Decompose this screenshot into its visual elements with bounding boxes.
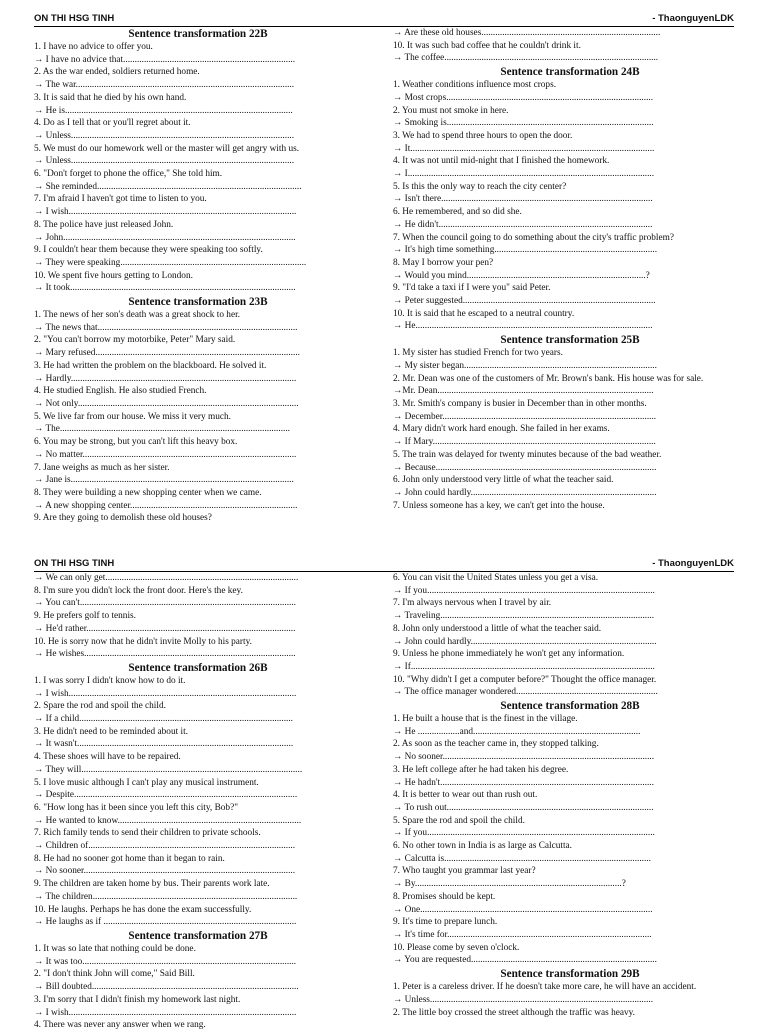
exercise-line: 4. Mary didn't work hard enough. She failed in her exams. — [393, 424, 610, 435]
answer-line: → Smoking is......................................................................................... — [393, 118, 654, 129]
answer-line: → Jane is................................................................................................ — [34, 475, 294, 486]
exercise-line: 3. I'm sorry that I didn't finish my homework last night. — [34, 994, 241, 1005]
answer-line: → He laughs as if ................................................................................... — [34, 917, 297, 928]
answer-line: → John could hardly................................................................................ — [393, 636, 657, 647]
answer-line: → They will............................................................................................... — [34, 764, 303, 775]
section-heading: Sentence transformation 24B — [500, 66, 640, 79]
answer-line: → He ..................and........................................................................ — [393, 726, 641, 737]
answer-line: → He hadn't............................................................................................ — [393, 777, 654, 788]
section-heading: Sentence transformation 23B — [128, 296, 268, 309]
answer-line: → The children........................................................................................ — [34, 891, 298, 902]
answer-line: → Hardly................................................................................................. — [34, 373, 297, 384]
exercise-line: 7. I'm afraid I haven't got time to listen to you. — [34, 194, 207, 205]
answer-line: → He wanted to know............................................................................... — [34, 815, 302, 826]
exercise-line: 2. You must not smoke in here. — [393, 105, 509, 116]
exercise-line: 9. He prefers golf to tennis. — [34, 611, 136, 622]
exercise-line: 5. I love music although I can't play any musical instrument. — [34, 777, 259, 788]
exercise-line: 1. Peter is a careless driver. If he doesn't take more care, he will have an accident. — [393, 982, 697, 993]
answer-line: → Isn't there........................................................................................... — [393, 194, 653, 205]
exercise-line: 4. There was never any answer when we rang. — [34, 1020, 206, 1031]
answer-line: → We can only get................................................................................... — [34, 573, 299, 583]
exercise-line: 9. The children are taken home by bus. Their parents work late. — [34, 879, 270, 890]
left-column — [34, 27, 362, 525]
answer-line: → One.................................................................................................... — [393, 904, 653, 915]
answer-line: → She reminded........................................................................................ — [34, 181, 302, 192]
exercise-line: 1. My sister has studied French for two years. — [393, 348, 563, 359]
header-title: ON THI HSG TINH — [34, 558, 115, 569]
answer-line: → Unless................................................................................................ — [393, 994, 654, 1005]
answer-line: → He wishes........................................................................................... — [34, 649, 296, 660]
exercise-line: 7. I'm always nervous when I travel by air. — [393, 598, 552, 609]
exercise-line: 8. John only understood a little of what the teacher said. — [393, 623, 602, 634]
exercise-line: 6. "How long has it been since you left this city, Bob?" — [34, 802, 238, 813]
exercise-line: 10. "Why didn't I get a computer before?" Thought the office manager. — [393, 674, 657, 685]
answer-line: → Despite................................................................................................ — [34, 790, 298, 801]
answer-line: → It was too............................................................................................ — [34, 956, 297, 967]
exercise-line: 6. He remembered, and so did she. — [393, 207, 522, 218]
answer-line: → Unless................................................................................................ — [34, 130, 295, 141]
answer-line: → It's time for........................................................................................ — [393, 929, 652, 940]
answer-line: → The................................................................................................... — [34, 424, 291, 435]
exercise-line: 1. Weather conditions influence most crops. — [393, 80, 557, 91]
answer-line: → Because............................................................................................... — [393, 462, 657, 473]
answer-line: → The news that...................................................................................... — [34, 322, 298, 333]
exercise-line: 2. As soon as the teacher came in, they stopped talking. — [393, 739, 599, 750]
exercise-line: 1. I was sorry I didn't know how to do it. — [34, 675, 186, 686]
answer-line: → He didn't............................................................................................ — [393, 219, 653, 230]
exercise-line: 10. He is sorry now that he didn't invite Molly to his party. — [34, 636, 252, 647]
exercise-line: 5. Is this the only way to reach the city center? — [393, 181, 567, 192]
exercise-line: 2. "I don't think John will come," Said Bill. — [34, 969, 195, 980]
section-heading: Sentence transformation 28B — [500, 700, 640, 713]
header-title: ON THI HSG TINH — [34, 13, 115, 24]
header-author: - ThaonguyenLDK — [652, 13, 734, 24]
right-column — [393, 27, 747, 512]
page-header — [34, 557, 734, 572]
exercise-line: 3. He had written the problem on the blackboard. He solved it. — [34, 360, 267, 371]
exercise-line: 9. It's time to prepare lunch. — [393, 917, 498, 928]
answer-line: → He...................................................................................................... — [393, 321, 653, 332]
exercise-line: 6. You may be strong, but you can't lift this heavy box. — [34, 437, 238, 448]
exercise-line: 5. We live far from our house. We miss it very much. — [34, 411, 231, 422]
exercise-line: 3. He didn't need to be reminded about it. — [34, 726, 189, 737]
left-column — [34, 572, 362, 1032]
answer-line: → By.........................................................................................? — [393, 879, 626, 890]
exercise-line: 3. It is said that he died by his own hand. — [34, 92, 187, 103]
answer-line: → They were speaking................................................................................ — [34, 257, 307, 268]
exercise-line: 5. Spare the rod and spoil the child. — [393, 815, 525, 826]
exercise-line: 7. Jane weighs as much as her sister. — [34, 462, 170, 473]
answer-line: → If......................................................................................................... — [393, 661, 655, 672]
exercise-line: 2. "You can't borrow my motorbike, Peter" Mary said. — [34, 335, 236, 346]
exercise-line: 10. We spent five hours getting to London. — [34, 270, 193, 281]
header-author: - ThaonguyenLDK — [652, 558, 734, 569]
exercise-line: 8. May I borrow your pen? — [393, 257, 494, 268]
answer-line: → I wish.................................................................................................. — [34, 688, 297, 699]
answer-line: → It's high time something...................................................................... — [393, 245, 658, 256]
answer-line: → Not only............................................................................................... — [34, 398, 299, 409]
answer-line: → Unless................................................................................................ — [34, 156, 295, 167]
answer-line: → No sooner........................................................................................... — [34, 866, 296, 877]
exercise-line: 4. It was not until mid-night that I finished the homework. — [393, 156, 610, 167]
exercise-line: 2. Mr. Dean was one of the customers of Mr. Brown's bank. His house was for sale. — [393, 373, 704, 384]
exercise-line: 2. The little boy crossed the street although the traffic was heavy. — [393, 1007, 635, 1018]
exercise-line: 3. He left college after he had taken his degree. — [393, 764, 569, 775]
worksheet-page-1 — [0, 12, 768, 524]
exercise-line: 2. Spare the rod and spoil the child. — [34, 701, 166, 712]
answer-line: → Most crops......................................................................................... — [393, 92, 654, 103]
exercise-line: 4. Do as I tell that or you'll regret about it. — [34, 118, 191, 129]
exercise-line: 9. Are they going to demolish these old houses? — [34, 513, 212, 524]
exercise-line: 10. Please come by seven o'clock. — [393, 942, 520, 953]
exercise-line: 8. He had no sooner got home than it began to rain. — [34, 853, 225, 864]
answer-line: → If a child............................................................................................ — [34, 714, 294, 725]
answer-line: → I wish.................................................................................................. — [34, 207, 297, 218]
answer-line: → I have no advice that.......................................................................... — [34, 54, 296, 65]
exercise-line: 7. When the council going to do something about the city's traffic problem? — [393, 232, 674, 243]
answer-line: → To rush out......................................................................................... — [393, 802, 654, 813]
worksheet-page-2 — [0, 557, 768, 1031]
exercise-line: 10. It was such bad coffee that he couldn't drink it. — [393, 40, 581, 51]
exercise-line: 2. As the war ended, soldiers returned home. — [34, 67, 200, 78]
exercise-line: 4. It is better to wear out than rush out. — [393, 790, 538, 801]
exercise-line: 9. Unless he phone immediately he won't get any information. — [393, 649, 625, 660]
answer-line: → The office manager wondered............................................................. — [393, 687, 658, 698]
exercise-line: 10. He laughs. Perhaps he has done the exam successfully. — [34, 904, 252, 915]
answer-line: → Bill doubted......................................................................................... — [34, 982, 299, 993]
answer-line: → You can't............................................................................................. — [34, 598, 296, 609]
answer-line: → Calcutta is......................................................................................... — [393, 853, 651, 864]
answer-line: → Peter suggested................................................................................... — [393, 296, 656, 307]
exercise-line: 10. It is said that he escaped to a neutral country. — [393, 308, 575, 319]
exercise-line: 3. We had to spend three hours to open the door. — [393, 130, 573, 141]
exercise-line: 8. They were building a new shopping center when we came. — [34, 487, 262, 498]
answer-line: → Traveling............................................................................................ — [393, 611, 655, 622]
answer-line: → Are these old houses............................................................................. — [393, 28, 661, 38]
exercise-line: 6. You can visit the United States unless you get a visa. — [393, 573, 599, 583]
exercise-line: 9. I couldn't hear them because they were speaking too softly. — [34, 245, 263, 256]
answer-line: →Mr. Dean............................................................................................. — [393, 386, 654, 397]
exercise-line: 8. Promises should be kept. — [393, 891, 496, 902]
exercise-line: 9. "I'd take a taxi if I were you" said Peter. — [393, 283, 551, 294]
answer-line: → My sister began................................................................................... — [393, 360, 657, 371]
exercise-line: 1. It was so late that nothing could be done. — [34, 943, 196, 954]
answer-line: → John.................................................................................................... — [34, 232, 296, 243]
section-heading: Sentence transformation 26B — [128, 661, 268, 674]
answer-line: → No matter............................................................................................ — [34, 449, 297, 460]
answer-line: → The coffee............................................................................................ — [393, 53, 659, 64]
answer-line: → If Mary................................................................................................ — [393, 437, 656, 448]
answer-line: → Would you mind.............................................................................? — [393, 270, 650, 281]
answer-line: → I wish.................................................................................................. — [34, 1007, 297, 1018]
exercise-line: 1. I have no advice to offer you. — [34, 42, 153, 52]
exercise-line: 7. Who taught you grammar last year? — [393, 866, 536, 877]
answer-line: → If you.................................................................................................. — [393, 585, 655, 596]
answer-line: → If you.................................................................................................. — [393, 828, 655, 839]
exercise-line: 1. The news of her son's death was a great shock to her. — [34, 310, 240, 321]
answer-line: → A new shopping center........................................................................ — [34, 500, 298, 511]
section-heading: Sentence transformation 29B — [500, 968, 640, 981]
exercise-line: 5. We must do our homework well or the master will get angry with us. — [34, 143, 300, 154]
exercise-line: 6. No other town in India is as large as Calcutta. — [393, 841, 573, 852]
answer-line: → Children of......................................................................................... — [34, 841, 296, 852]
right-column — [393, 572, 747, 1019]
answer-line: → You are requested................................................................................ — [393, 955, 657, 966]
answer-line: → Mary refused........................................................................................ — [34, 348, 300, 359]
section-heading: Sentence transformation 27B — [128, 929, 268, 942]
answer-line: → He is.................................................................................................. — [34, 105, 293, 116]
section-heading: Sentence transformation 25B — [500, 334, 640, 347]
answer-line: → It wasn't............................................................................................. — [34, 739, 294, 750]
exercise-line: 7. Rich family tends to send their children to private schools. — [34, 828, 261, 839]
exercise-line: 8. The police have just released John. — [34, 219, 174, 230]
exercise-line: 6. John only understood very little of what the teacher said. — [393, 475, 614, 486]
answer-line: → He'd rather.......................................................................................... — [34, 623, 296, 634]
section-heading: Sentence transformation 22B — [128, 28, 268, 40]
exercise-line: 8. I'm sure you didn't lock the front door. Here's the key. — [34, 585, 243, 596]
page-header — [34, 12, 734, 27]
exercise-line: 1. He built a house that is the finest in the village. — [393, 714, 578, 725]
exercise-line: 5. The train was delayed for twenty minutes because of the bad weather. — [393, 449, 662, 460]
answer-line: → The war.............................................................................................. — [34, 80, 295, 91]
exercise-line: 7. Unless someone has a key, we can't get into the house. — [393, 500, 605, 511]
answer-line: → John could hardly................................................................................ — [393, 487, 657, 498]
answer-line: → No sooner........................................................................................... — [393, 752, 655, 763]
exercise-line: 4. These shoes will have to be repaired. — [34, 752, 181, 763]
answer-line: → It......................................................................................................... — [393, 143, 655, 154]
answer-line: → I.......................................................................................................... — [393, 169, 655, 180]
answer-line: → December............................................................................................ — [393, 411, 657, 422]
exercise-line: 4. He studied English. He also studied French. — [34, 386, 207, 397]
exercise-line: 3. Mr. Smith's company is busier in December than in other months. — [393, 398, 647, 409]
exercise-line: 6. "Don't forget to phone the office," She told him. — [34, 169, 223, 180]
answer-line: → It took................................................................................................. — [34, 283, 296, 294]
